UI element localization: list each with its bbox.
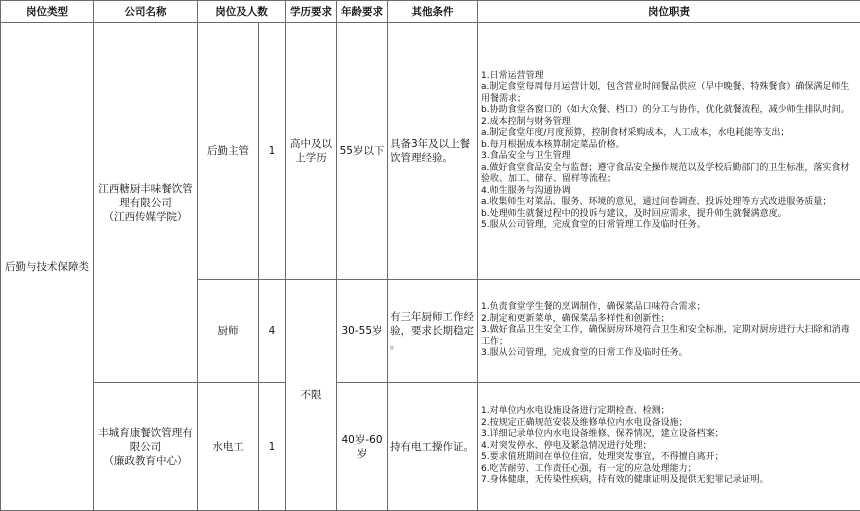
other-line: 饮管理经验。 [390, 151, 475, 165]
education-line: 不限 [288, 388, 334, 402]
position-count: 1 [259, 23, 286, 280]
header-company: 公司名称 [94, 1, 198, 23]
duty-line: 1.对单位内水电设施设备进行定期检查、检测； [481, 406, 857, 418]
position-title: 后勤主管 [198, 23, 259, 280]
header-other: 其他条件 [388, 1, 478, 23]
duty-line: 2.制定和更新菜单，确保菜品多样性和创新性； [481, 314, 857, 326]
age-cell: 40岁-60岁 [337, 383, 388, 511]
other-conditions-cell: 持有电工操作证。 [388, 383, 478, 511]
company-cell [94, 383, 198, 511]
duty-line: 5.服从公司管理，完成食堂的日常管理工作及临时任务。 [481, 220, 857, 232]
header-age: 年龄要求 [337, 1, 388, 23]
other-conditions-cell [388, 23, 478, 280]
education-line: 高中及以 [288, 137, 334, 151]
position-count: 1 [259, 383, 286, 511]
position-title: 水电工 [198, 383, 259, 511]
header-education: 学历要求 [286, 1, 337, 23]
table-row [1, 383, 860, 511]
duty-line: 3.详细记录单位内水电设备维修、保养情况，建立设备档案； [481, 429, 857, 441]
duties-cell [478, 383, 860, 511]
company-line: 限公司 [96, 440, 195, 454]
education-cell [286, 280, 337, 511]
duty-line: 2.成本控制与财务管理 [481, 117, 857, 129]
header-category: 岗位类型 [1, 1, 94, 23]
duty-line: 1.日常运营管理 [481, 71, 857, 83]
other-conditions-cell [388, 280, 478, 383]
duty-line: 3.食品安全与卫生管理 [481, 151, 857, 163]
company-line: 江西糖厨丰味餐饮管 [96, 182, 195, 196]
age-cell: 55岁以下 [337, 23, 388, 280]
company-line: 理有限公司 [96, 196, 195, 210]
duty-line: 4.师生服务与沟通协调 [481, 186, 857, 198]
duties-cell [478, 23, 860, 280]
duty-line: 7.身体健康，无传染性疾病，持有效的健康证明及提供无犯罪记录证明。 [481, 475, 857, 487]
age-cell: 30-55岁 [337, 280, 388, 383]
duty-line: 3.做好食品卫生安全工作，确保厨房环境符合卫生和安全标准，定期对厨房进行大扫除和消毒工作； [481, 325, 857, 348]
header-row [1, 1, 860, 23]
other-line: 有三年厨师工作经 [390, 310, 475, 324]
duty-line: a.收集师生对菜品、服务、环境的意见，通过问卷调查、投诉处理等方式改进服务质量； [481, 197, 857, 209]
company-line: （廉政教育中心） [96, 454, 195, 468]
education-cell [286, 23, 337, 280]
company-line: 丰城育康餐饮管理有 [96, 426, 195, 440]
education-line: 上学历 [288, 151, 334, 165]
duty-line: a.制定食堂每周每月运营计划，包含营业时间餐品供应（早中晚餐、特殊餐食）确保满足师生用餐需求； [481, 82, 857, 105]
other-line: 。 [390, 338, 475, 352]
duty-line: b.协助食堂各窗口的（如大众餐、档口）的分工与协作，优化就餐流程，减少师生排队时间。 [481, 105, 857, 117]
position-count: 4 [259, 280, 286, 383]
header-position: 岗位及人数 [198, 1, 286, 23]
position-title: 厨师 [198, 280, 259, 383]
duty-line: 4.对突发停水、停电及紧急情况进行处理； [481, 441, 857, 453]
duty-line: 5.要求值班期间在单位住宿，处理突发事宜，不得擅自离开； [481, 452, 857, 464]
other-line: 具备3年及以上餐 [390, 137, 475, 151]
table-row [1, 23, 860, 280]
duty-line: 2.按规定正确规范安装及维修单位内水电设备设施； [481, 418, 857, 430]
header-duties: 岗位职责 [478, 1, 860, 23]
category-cell: 后勤与技术保障类 [1, 23, 94, 511]
duty-line: 1.负责食堂学生餐的烹调制作，确保菜品口味符合需求； [481, 302, 857, 314]
company-cell [94, 23, 198, 383]
duty-line: b.每月根据成本核算制定菜品价格。 [481, 140, 857, 152]
duty-line: a.制定食堂年度/月度预算，控制食材采购成本，人工成本，水电耗能等支出； [481, 128, 857, 140]
duty-line: 3.服从公司管理，完成食堂的日常工作及临时任务。 [481, 348, 857, 360]
duty-line: a.做好食堂食品安全与监督；遵守食品安全操作规范以及学校后勤部门的卫生标准，落实食材验收、加工、储存、留样等流程； [481, 163, 857, 186]
other-line: 验，要求长期稳定 [390, 324, 475, 338]
duty-line: 6.吃苦耐劳、工作责任心强，有一定的应急处理能力； [481, 464, 857, 476]
duty-line: b.处理师生就餐过程中的投诉与建议，及时回应需求，提升师生就餐满意度。 [481, 209, 857, 221]
company-line: （江西传媒学院） [96, 210, 195, 224]
duties-cell [478, 280, 860, 383]
